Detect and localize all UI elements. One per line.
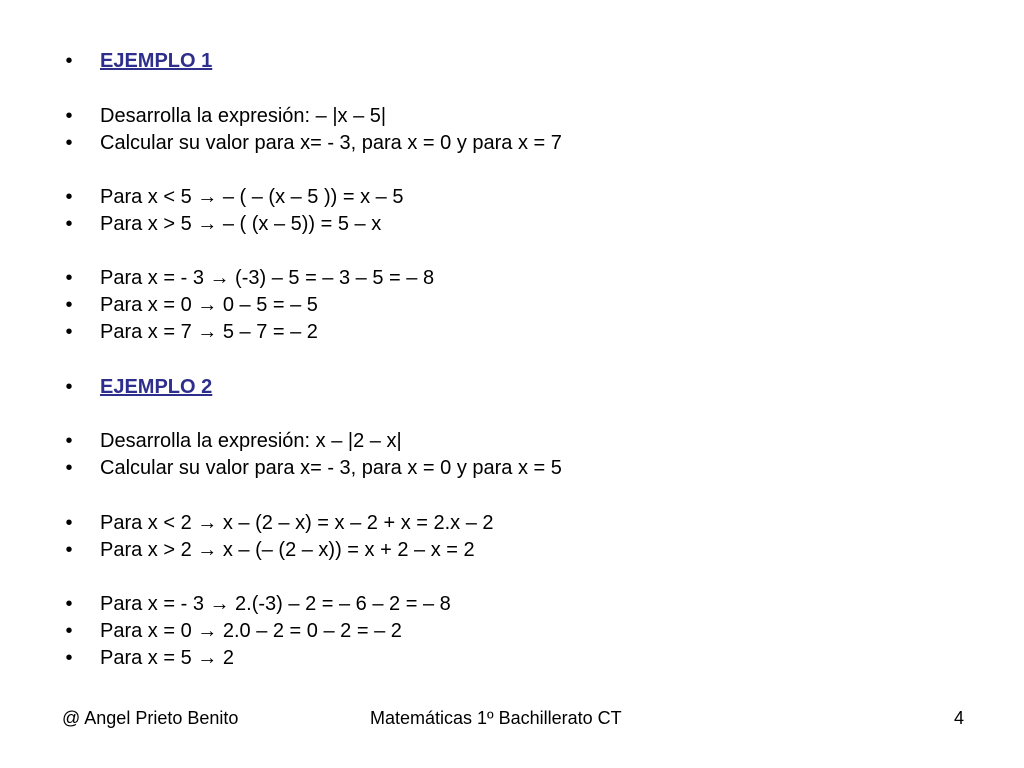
- bullet-marker: •: [65, 620, 73, 642]
- bullet-marker: •: [65, 50, 73, 72]
- bullet-marker: •: [65, 267, 73, 289]
- bullet-marker: •: [65, 132, 73, 154]
- example-1-case-less: Para x < 5 → – ( – (x – 5 )) = x – 5: [100, 186, 404, 208]
- bullet-marker: •: [65, 457, 73, 479]
- example-1-eval-1: Para x = - 3 → (-3) – 5 = – 3 – 5 = – 8: [100, 267, 435, 289]
- bullet-marker: •: [65, 647, 73, 669]
- example-2-case-greater: Para x > 2 → x – (– (2 – x)) = x + 2 – x = 2: [100, 539, 475, 561]
- bullet-marker: •: [65, 321, 73, 343]
- example-2-eval-1: Para x = - 3 → 2.(-3) – 2 = – 6 – 2 = – 8: [100, 593, 451, 615]
- footer-course: Matemáticas 1º Bachillerato CT: [370, 708, 622, 728]
- example-2-question: Calcular su valor para x= - 3, para x = 0 y para x = 5: [100, 457, 562, 479]
- example-1-eval-3: Para x = 7 → 5 – 7 = – 2: [100, 321, 318, 343]
- example-2-eval-2: Para x = 0 → 2.0 – 2 = 0 – 2 = – 2: [100, 620, 402, 642]
- footer-author: @ Angel Prieto Benito: [62, 708, 239, 728]
- bullet-marker: •: [65, 512, 73, 534]
- bullet-marker: •: [65, 186, 73, 208]
- example-2-case-less: Para x < 2 → x – (2 – x) = x – 2 + x = 2.x – 2: [100, 512, 494, 534]
- example-1-statement: Desarrolla la expresión: – |x – 5|: [100, 105, 387, 127]
- bullet-marker: •: [65, 294, 73, 316]
- bullet-marker: •: [65, 376, 73, 398]
- example-2-eval-3: Para x = 5 → 2: [100, 647, 234, 669]
- bullet-marker: •: [65, 539, 73, 561]
- example-2-statement: Desarrolla la expresión: x – |2 – x|: [100, 430, 402, 452]
- bullet-marker: •: [65, 430, 73, 452]
- example-1-case-greater: Para x > 5 → – ( (x – 5)) = 5 – x: [100, 213, 382, 235]
- example-2-heading: EJEMPLO 2: [100, 376, 213, 398]
- example-1-heading: EJEMPLO 1: [100, 50, 213, 72]
- bullet-marker: •: [65, 593, 73, 615]
- bullet-marker: •: [65, 213, 73, 235]
- example-1-question: Calcular su valor para x= - 3, para x = 0 y para x = 7: [100, 132, 562, 154]
- footer-page-number: 4: [954, 708, 965, 728]
- bullet-marker: •: [65, 105, 73, 127]
- example-1-eval-2: Para x = 0 → 0 – 5 = – 5: [100, 294, 318, 316]
